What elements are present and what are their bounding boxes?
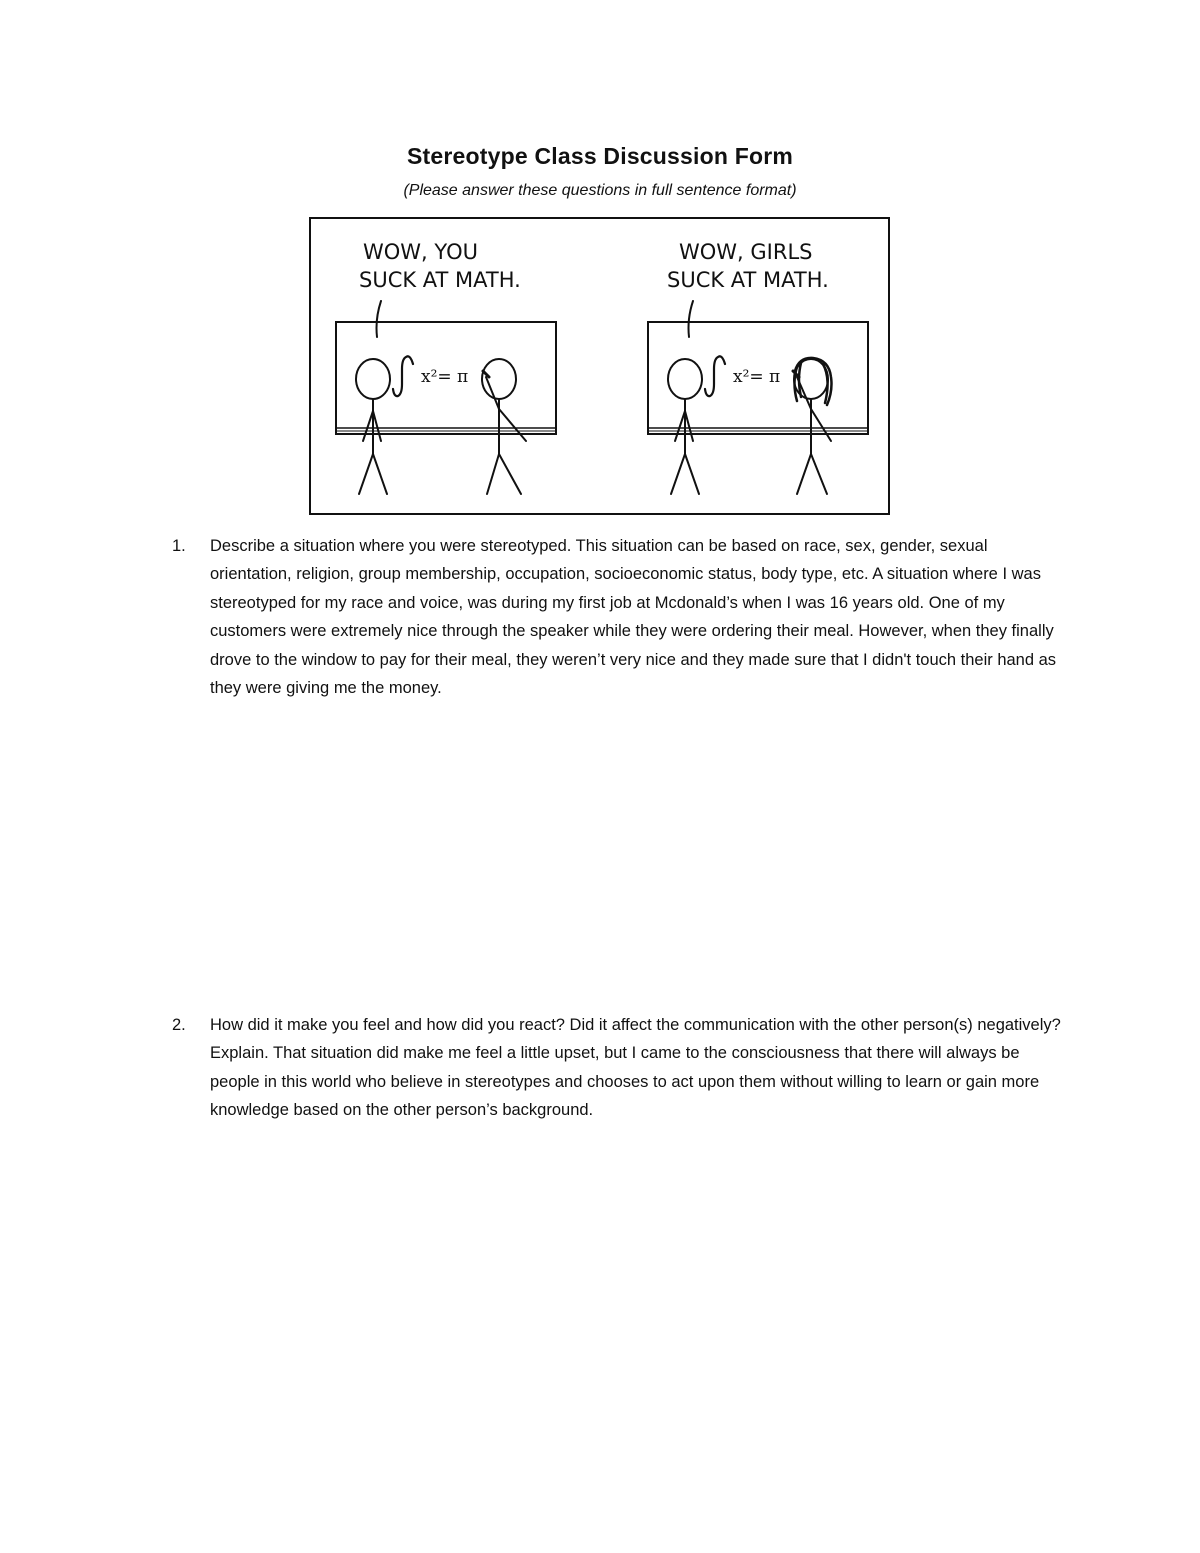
comic-illustration — [309, 217, 890, 515]
left-figure-head — [356, 359, 390, 399]
right-caption-line2: SUCK AT MATH. — [667, 268, 829, 292]
left-equation: x²= π — [421, 367, 469, 387]
page-title: Stereotype Class Discussion Form — [406, 143, 794, 169]
question-number: 2. — [172, 1016, 186, 1034]
left-caption-line1: WOW, YOU — [363, 240, 478, 264]
left-speech-pointer — [377, 301, 382, 337]
question-text: How did it make you feel and how did you react? Did it affect the communication with the other person(s) negatively? Explain. That situation did make me feel a little upset, but I came to the consciousness that there will always be people in this world who believe in stereotypes and chooses to act upon them without willing to learn or gain more knowledge based on the other person’s background. — [210, 1016, 1061, 1120]
question-text: Describe a situation where you were stereotyped. This situation can be based on race, sex, gender, sexual orientation, religion, group membership, occupation, socioeconomic status, body type, etc. A situation where I was stereotyped for my race and voice, was during my first job at Mcdonald’s when I was 16 years old. One of my customers were extremely nice through the speaker while they were ordering their meal. However, when they finally drove to the window to pay for their meal, they weren’t very nice and they made sure that I didn't touch their hand as they were giving me the money. — [210, 537, 1057, 698]
question-2 — [172, 1011, 1072, 1125]
question-1 — [172, 532, 1072, 702]
left-caption-line2: SUCK AT MATH. — [359, 268, 521, 292]
right-caption-line1: WOW, GIRLS — [679, 240, 813, 264]
right-speech-pointer — [689, 301, 694, 337]
question-number: 1. — [172, 537, 186, 555]
page-subtitle: (Please answer these questions in full sentence format) — [403, 182, 797, 199]
comic-drawing — [311, 219, 888, 513]
right-equation: x²= π — [733, 367, 781, 387]
left-figure-head-2 — [668, 359, 702, 399]
